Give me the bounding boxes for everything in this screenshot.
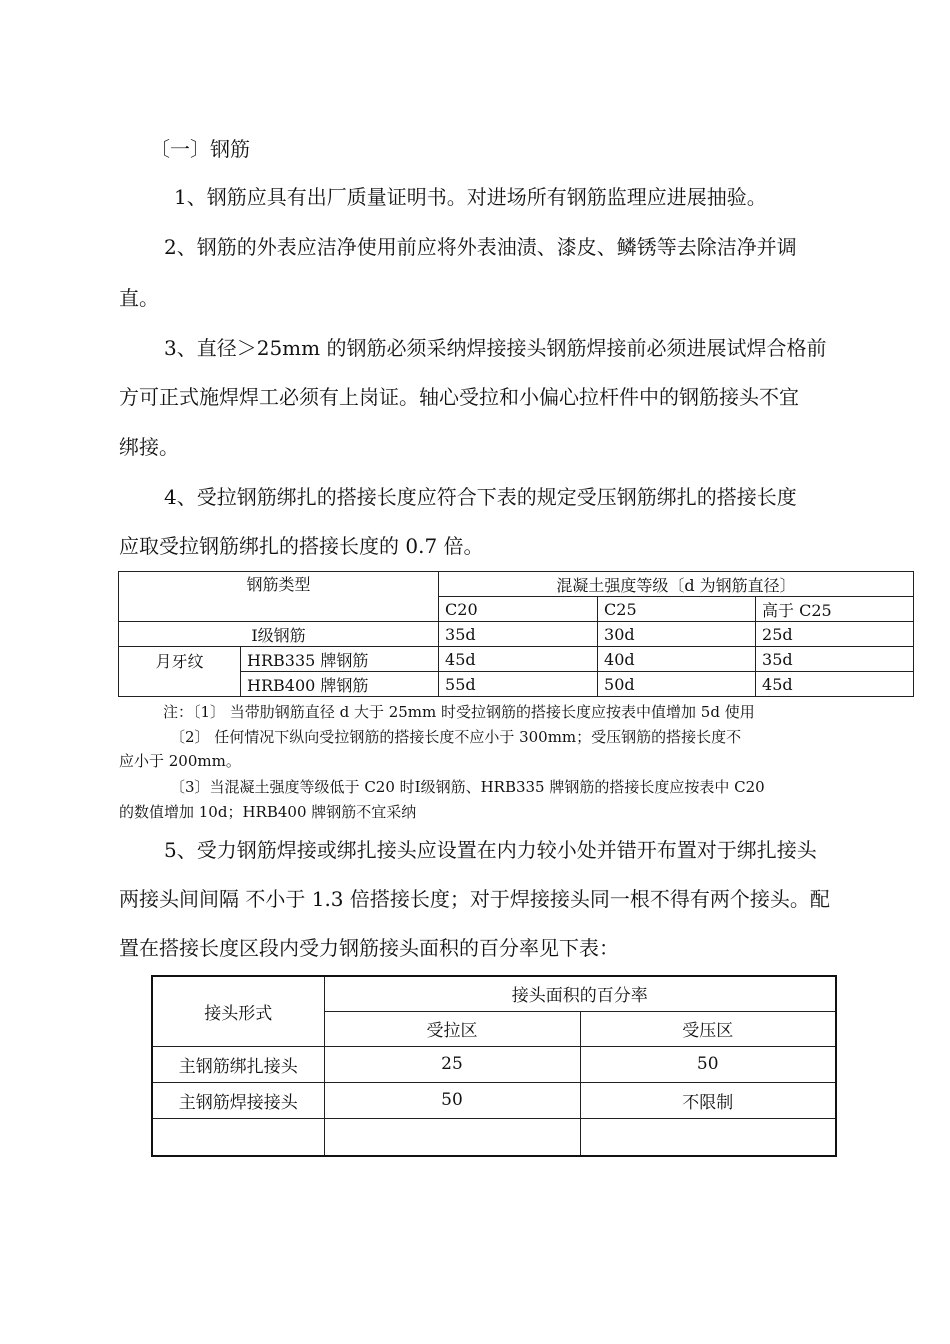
- table-cell: 35d: [756, 647, 914, 672]
- paragraph-5-line-3: 置在搭接长度区段内受力钢筋接头面积的百分率见下表：: [119, 936, 619, 960]
- table-cell: 55d: [439, 672, 598, 697]
- table-row: [152, 1082, 836, 1118]
- row-hrb335-label: HRB335 牌钢筋: [241, 647, 439, 672]
- header-c25: C25: [598, 597, 756, 622]
- paragraph-3-line-3: 绑接。: [119, 435, 179, 459]
- lap-length-table: [118, 571, 914, 697]
- paragraph-3-line-2: 方可正式施焊焊工必须有上岗证。轴心受拉和小偏心拉杆件中的钢筋接头不宜: [119, 385, 799, 409]
- paragraph-1: 1、钢筋应具有出厂质量证明书。对进场所有钢筋监理应进展抽验。: [174, 185, 767, 209]
- header-compression-zone: 受压区: [580, 1011, 836, 1046]
- row-hrb400-label: HRB400 牌钢筋: [241, 672, 439, 697]
- table-cell: 50: [580, 1046, 836, 1082]
- note-3-line-1: 〔3〕当混凝土强度等级低于 C20 时Ⅰ级钢筋、HRB335 牌钢筋的搭接长度应按表中 C20: [170, 778, 765, 796]
- header-c20: C20: [439, 597, 598, 622]
- table-cell: 50d: [598, 672, 756, 697]
- table-cell: 不限制: [580, 1082, 836, 1118]
- row-label: [152, 1118, 324, 1156]
- table-cell: 25d: [756, 622, 914, 647]
- table-row: [152, 1046, 836, 1082]
- table-row: [152, 1118, 836, 1156]
- paragraph-4-line-1: 4、受拉钢筋绑扎的搭接长度应符合下表的规定受压钢筋绑扎的搭接长度: [164, 485, 797, 509]
- paragraph-2-line-2: 直。: [119, 286, 159, 310]
- table-cell: 40d: [598, 647, 756, 672]
- table-cell: 25: [324, 1046, 580, 1082]
- paragraph-2-line-1: 2、钢筋的外表应洁净使用前应将外表油渍、漆皮、鳞锈等去除洁净并调: [164, 235, 797, 259]
- row-label: 主钢筋绑扎接头: [152, 1046, 324, 1082]
- table-cell: [580, 1118, 836, 1156]
- paragraph-4-line-2: 应取受拉钢筋绑扎的搭接长度的 0.7 倍。: [119, 534, 484, 558]
- table-cell: 35d: [439, 622, 598, 647]
- header-joint-form: 接头形式: [152, 976, 324, 1046]
- note-2-line-1: 〔2〕 任何情况下纵向受拉钢筋的搭接长度不应小于 300mm；受压钢筋的搭接长度不: [170, 728, 742, 746]
- paragraph-3-line-1: 3、直径＞25mm 的钢筋必须采纳焊接接头钢筋焊接前必须进展试焊合格前: [164, 336, 827, 360]
- row-grade-1-label: Ⅰ级钢筋: [119, 622, 439, 647]
- joint-area-table: [151, 975, 837, 1157]
- table-cell: [324, 1118, 580, 1156]
- table-cell: 45d: [439, 647, 598, 672]
- table-cell: 50: [324, 1082, 580, 1118]
- paragraph-5-line-1: 5、受力钢筋焊接或绑扎接头应设置在内力较小处并错开布置对于绑扎接头: [164, 838, 817, 862]
- row-label: 主钢筋焊接接头: [152, 1082, 324, 1118]
- row-group-ribbed: 月牙纹: [119, 647, 241, 697]
- note-2-line-2: 应小于 200mm。: [119, 752, 241, 770]
- header-rebar-type: 钢筋类型: [119, 572, 439, 622]
- table-cell: 45d: [756, 672, 914, 697]
- note-3-line-2: 的数值增加 10d；HRB400 牌钢筋不宜采纳: [119, 803, 417, 821]
- header-area-percentage: 接头面积的百分率: [324, 976, 836, 1011]
- header-tension-zone: 受拉区: [324, 1011, 580, 1046]
- table-cell: 30d: [598, 622, 756, 647]
- header-above-c25: 高于 C25: [756, 597, 914, 622]
- section-heading: 〔一〕钢筋: [150, 137, 250, 161]
- paragraph-5-line-2: 两接头间间隔 不小于 1.3 倍搭接长度；对于焊接接头同一根不得有两个接头。配: [119, 887, 830, 911]
- header-concrete-grade: 混凝土强度等级〔d 为钢筋直径〕: [439, 572, 914, 597]
- note-1: 注：〔1〕 当带肋钢筋直径 d 大于 25mm 时受拉钢筋的搭接长度应按表中值增加 5d 使用: [163, 703, 755, 721]
